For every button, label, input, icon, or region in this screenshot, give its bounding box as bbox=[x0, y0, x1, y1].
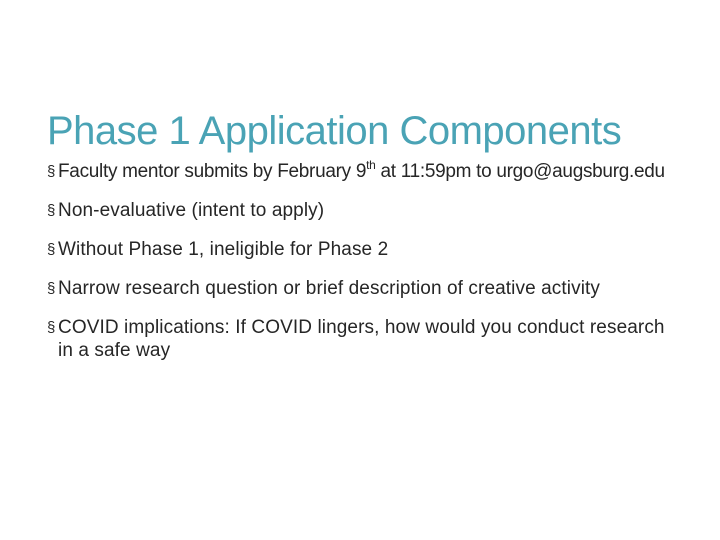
bullet-text: Narrow research question or brief description of creative activity bbox=[58, 278, 600, 299]
bullet-list bbox=[47, 160, 677, 378]
bullet-marker-icon: § bbox=[47, 319, 56, 336]
bullet-marker-icon: § bbox=[47, 163, 56, 180]
bullet-item-non-evaluative bbox=[47, 199, 677, 222]
slide-title: Phase 1 Application Components bbox=[47, 108, 622, 153]
bullet-item-faculty-mentor bbox=[47, 160, 677, 183]
bullet-text-part-2: at 11:59pm to urgo@augsburg.edu bbox=[375, 161, 665, 182]
bullet-item-covid-implications bbox=[47, 316, 677, 362]
bullet-marker-icon: § bbox=[47, 280, 56, 297]
bullet-text: Non-evaluative (intent to apply) bbox=[58, 200, 325, 221]
bullet-text: Without Phase 1, ineligible for Phase 2 bbox=[58, 239, 389, 260]
ordinal-superscript: th bbox=[366, 158, 376, 172]
bullet-marker-icon: § bbox=[47, 202, 56, 219]
bullet-item-without-phase-1 bbox=[47, 238, 677, 261]
bullet-text-part-1: Faculty mentor submits by February 9 bbox=[58, 161, 367, 182]
bullet-text: COVID implications: If COVID lingers, how would you conduct research in a safe way bbox=[58, 317, 665, 361]
bullet-item-narrow-research bbox=[47, 277, 677, 300]
bullet-marker-icon: § bbox=[47, 241, 56, 258]
